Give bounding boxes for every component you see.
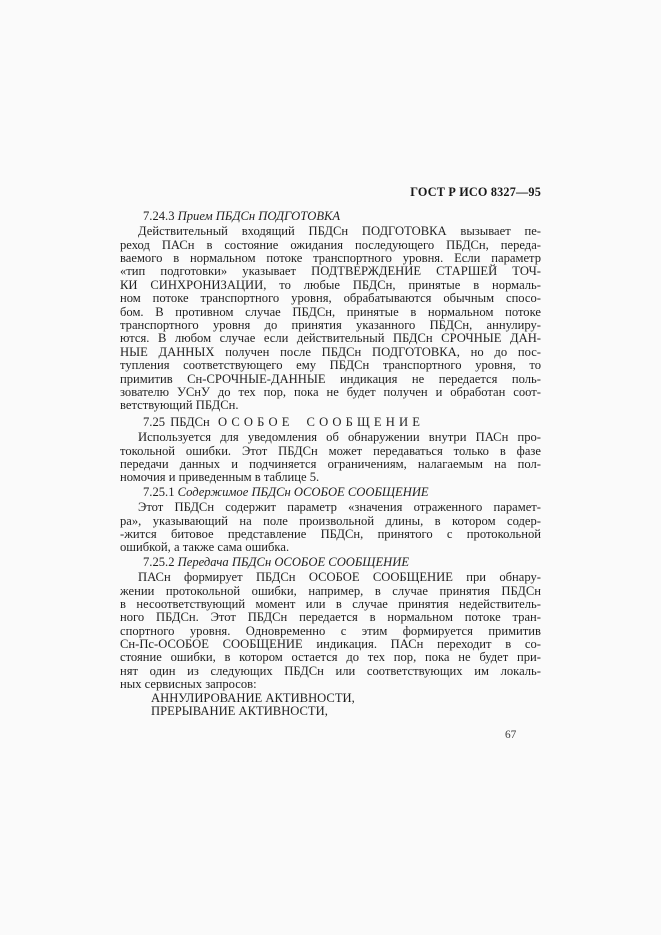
text-line: ПАСн формирует ПБДСн ОСОБОЕ СООБЩЕНИЕ при обнару- xyxy=(138,570,541,585)
text-line: в несоответствующий момент или в случае принятия недействитель- xyxy=(120,596,541,611)
text-line: реход ПАСн в состояние ожидания последующего ПБДСн, переда- xyxy=(120,237,541,252)
paragraph-osoboe-soobshchenie-intro xyxy=(120,431,541,485)
section-title: Прием ПБДСн ПОДГОТОВКА xyxy=(177,209,341,224)
text-line: бом. В противном случае ПБДСн, принятые в нормальном потоке xyxy=(120,304,541,319)
text-line: Сн-Пс-ОСОБОЕ СООБЩЕНИЕ индикация. ПАСн переходит в со- xyxy=(120,637,541,652)
section-heading-7-25 xyxy=(143,416,541,429)
text-line: примитив Сн-СРОЧНЫЕ-ДАННЫЕ индикация не передается поль- xyxy=(120,371,541,386)
text-line: жении протокольной ошибки, например, в случае принятия ПБДСн xyxy=(120,583,541,598)
list-item: ПРЕРЫВАНИЕ АКТИВНОСТИ, xyxy=(151,704,328,719)
text-line: передачи данных и подчиняется ограничениям, налагаемым на пол- xyxy=(120,456,541,471)
paragraph-peredacha xyxy=(120,571,541,692)
service-request-list xyxy=(151,692,541,719)
section-number: 7.25.2 xyxy=(143,555,175,570)
text-line: НЫЕ ДАННЫХ получен после ПБДСн ПОДГОТОВКА, но до пос- xyxy=(120,344,541,359)
text-line: Используется для уведомления об обнаружении внутри ПАСн про- xyxy=(138,430,541,445)
text-line: ваемого в нормальном потоке транспортного уровня. Если параметр xyxy=(120,251,541,266)
section-heading-7-25-1 xyxy=(143,486,541,499)
section-title-prefix: ПБДСн xyxy=(170,414,210,429)
text-line: ном потоке транспортного уровня, обрабатываются обычным спосо- xyxy=(120,291,541,306)
section-title: ОСОБОЕ СООБЩЕНИЕ xyxy=(217,414,425,429)
text-line: ного ПБДСн. Этот ПБДСн передается в нормальном потоке тран- xyxy=(120,610,541,625)
text-line: ются. В любом случае если действительный ПБДСн СРОЧНЫЕ ДАН- xyxy=(120,331,541,346)
text-line: «тип подготовки» указывает ПОДТВЕРЖДЕНИЕ СТАРШЕЙ ТОЧ- xyxy=(120,264,541,279)
text-line: ошибкой, а также сама ошибка. xyxy=(120,540,290,555)
text-line: ра», указывающий на поле произвольной длины, в котором содер- xyxy=(120,513,541,528)
text-line: токольной ошибки. Этот ПБДСн может передаваться только в фазе xyxy=(120,443,541,458)
text-line: -жится битовое представление ПБДСн, принятого с протокольной xyxy=(120,526,541,541)
text-line: КИ СИНХРОНИЗАЦИИ, то любые ПБДСн, принятые в нормаль- xyxy=(120,277,541,292)
page-number: 67 xyxy=(505,729,517,741)
text-line: ветствующий ПБДСн. xyxy=(120,398,239,413)
list-item: АННУЛИРОВАНИЕ АКТИВНОСТИ, xyxy=(151,690,355,705)
text-line: стояние ошибки, в котором остается до тех пор, пока не будет при- xyxy=(120,650,541,665)
section-number: 7.25 xyxy=(143,414,166,429)
paragraph-reception-podgotovka xyxy=(120,225,541,412)
page-content xyxy=(120,186,541,718)
section-number: 7.25.1 xyxy=(143,485,175,500)
text-line: транспортного уровня до принятия указанного ПБДСн, аннулиру- xyxy=(120,318,541,333)
text-line: спортного уровня. Одновременно с этим формируется примитив xyxy=(120,623,541,638)
text-line: тупления соответствующего ему ПБДСн транспортного уровня, то xyxy=(120,358,541,373)
running-header: ГОСТ Р ИСО 8327—95 xyxy=(410,185,541,199)
text-line: нят один из следующих ПБДСн или соответствующих им локаль- xyxy=(120,663,541,678)
text-line: зователю УСнУ до тех пор, пока не будет получен и обработан соот- xyxy=(120,385,541,399)
section-heading-7-25-2 xyxy=(143,556,541,569)
section-title: Содержимое ПБДСн ОСОБОЕ СООБЩЕНИЕ xyxy=(177,485,429,500)
section-number: 7.24.3 xyxy=(143,209,175,224)
paragraph-soderzhimoe xyxy=(120,501,541,555)
section-title: Передача ПБДСн ОСОБОЕ СООБЩЕНИЕ xyxy=(177,555,410,570)
text-line: ных сервисных запросов: xyxy=(120,677,257,692)
section-heading-7-24-3 xyxy=(143,210,541,223)
text-line: номочия и приведенным в таблице 5. xyxy=(120,470,320,485)
text-line: Этот ПБДСн содержит параметр «значения отраженного парамет- xyxy=(138,500,541,515)
text-line: Действительный входящий ПБДСн ПОДГОТОВКА вызывает пе- xyxy=(138,224,541,239)
